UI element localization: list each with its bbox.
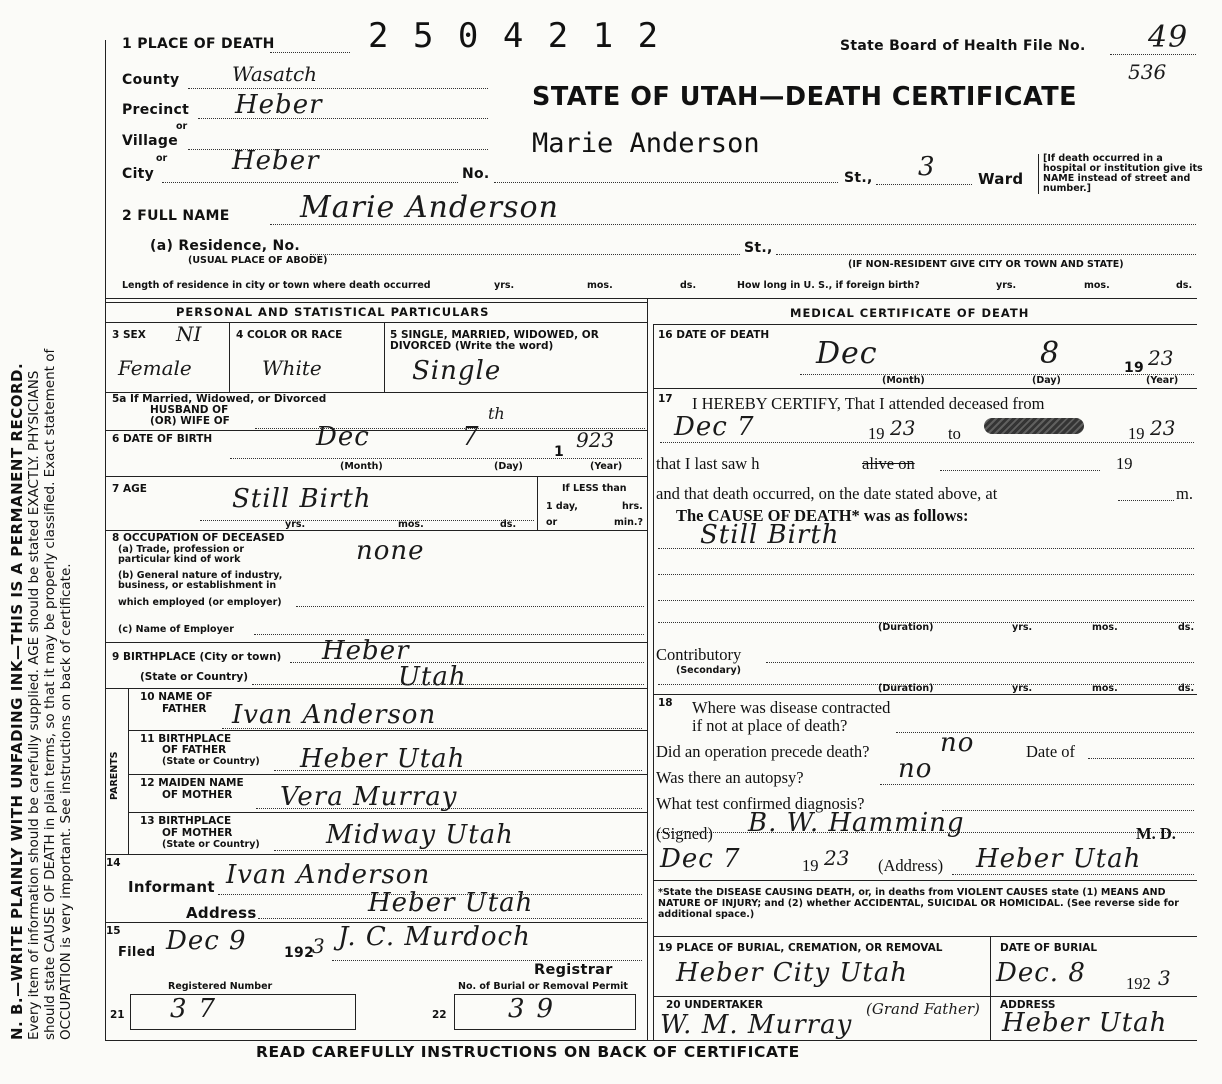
center-divider [647, 298, 648, 1040]
informant-address-label: Address [186, 904, 257, 922]
burial-permit-label: No. of Burial or Removal Permit [458, 981, 628, 992]
death-date-label: 16 DATE OF DEATH [658, 329, 770, 341]
mother-bp-line [274, 850, 642, 851]
last-saw-year: 19 [1116, 454, 1133, 473]
cause-line-3 [658, 600, 1194, 601]
medical-row-6 [653, 996, 1197, 997]
cause-line-1 [658, 548, 1194, 549]
cause-footnote: *State the DISEASE CAUSING DEATH, or, in deaths from VIOLENT CAUSES state (1) MEANS AND NATURE OF INJURY; and (2) whether ACCIDENTAL, SUICIDAL OR HOMICIDAL. (See reverse side for additional space.) [658, 887, 1179, 920]
certify-to-scribble [984, 418, 1084, 434]
burial-date-label: DATE OF BURIAL [1000, 942, 1098, 954]
death-day: 8 [1040, 336, 1061, 371]
cause-dur-ds: ds. [1178, 622, 1195, 633]
birth-day-lbl: (Day) [494, 461, 523, 472]
precinct-value: Heber [235, 90, 323, 120]
age-label: 7 AGE [112, 483, 147, 495]
nonresident-label: (IF NON-RESIDENT GIVE CITY OR TOWN AND STATE) [848, 259, 1124, 270]
contrib-dur-mos: mos. [1092, 683, 1118, 694]
certify-text: I HEREBY CERTIFY, That I attended deceased from [692, 394, 1045, 413]
father-value: Ivan Anderson [232, 700, 437, 730]
side-note-line1: N. B.—WRITE PLAINLY WITH UNFADING INK—THIS IS A PERMANENT RECORD. [8, 362, 26, 1040]
age-divider [537, 476, 538, 530]
burial-year-end: 3 [1158, 966, 1171, 990]
birthplace-value: Heber [322, 636, 410, 666]
father-bp-line [274, 770, 642, 771]
certify-from-year: 23 [890, 416, 916, 440]
full-name-label: 2 FULL NAME [122, 208, 230, 224]
filed-value: Dec 9 [166, 926, 247, 956]
city-value: Heber [232, 146, 320, 176]
row-line-4 [105, 430, 647, 431]
st-label: St., [844, 170, 873, 186]
ward-line [876, 184, 972, 185]
street-line [494, 182, 838, 183]
parents-label: PARENTS [109, 751, 120, 800]
item18-no: 18 [658, 697, 673, 709]
registrar-signature: J. C. Murdoch [338, 922, 531, 952]
county-line [188, 88, 488, 89]
undertaker-address-value: Heber Utah [1002, 1008, 1168, 1038]
contrib-dur-yrs: yrs. [1012, 683, 1033, 694]
village-label: Village [122, 133, 179, 149]
row-line-12 [105, 854, 647, 855]
footer-instructions: READ CAREFULLY INSTRUCTIONS ON BACK OF CERTIFICATE [256, 1043, 800, 1061]
occupation-value: none [356, 536, 425, 566]
residence-st-line [776, 254, 1196, 255]
md-label: M. D. [1136, 824, 1176, 843]
undertaker-address-label: ADDRESS [1000, 999, 1056, 1011]
file-number: 49 [1148, 20, 1189, 55]
birth-state-line [252, 684, 644, 685]
sex-mark: NI [176, 322, 202, 346]
signed-address-line [952, 874, 1194, 875]
autopsy-label: Was there an autopsy? [656, 768, 804, 787]
row-line-6 [105, 530, 647, 531]
medical-section-title: MEDICAL CERTIFICATE OF DEATH [790, 306, 1030, 320]
burial-permit-value: 39 [508, 994, 566, 1024]
side-instructions [8, 10, 74, 1040]
side-note-line2: Every item of information should be carefully supplied. AGE should be stated EXACTLY. PHYSICIANS [26, 370, 42, 1040]
certify-to-year: 23 [1150, 416, 1176, 440]
us-length-label: How long in U. S., if foreign birth? [737, 280, 920, 291]
parents-divider [128, 688, 129, 854]
residence-line [310, 254, 740, 255]
mother-label-a: 12 MAIDEN NAME [140, 777, 244, 789]
spouse-label-a: 5a If Married, Widowed, or Divorced [112, 393, 327, 405]
medical-row-4 [653, 880, 1197, 881]
father-bp-a: 11 BIRTHPLACE [140, 733, 232, 745]
informant-no: 14 [106, 857, 121, 869]
informant-value: Ivan Anderson [226, 860, 431, 890]
filed-no: 15 [106, 925, 121, 937]
occupation-a2: particular kind of work [118, 554, 241, 565]
signed-address-value: Heber Utah [976, 844, 1142, 874]
residence-sublabel: (USUAL PLACE OF ABODE) [188, 255, 328, 266]
cause-duration: (Duration) [878, 622, 934, 633]
row-line-11 [128, 812, 647, 813]
medical-row-3 [653, 694, 1197, 695]
signed-address-label: (Address) [878, 856, 944, 875]
contrib-duration: (Duration) [878, 683, 934, 694]
length-label: Length of residence in city or town where death occurred [122, 280, 431, 291]
birthplace-line [290, 662, 644, 663]
certify-from: Dec 7 [674, 412, 755, 442]
row-line-9 [128, 730, 647, 731]
county-label: County [122, 72, 180, 88]
city-label: City [122, 166, 155, 182]
contrib-dur-ds: ds. [1178, 683, 1195, 694]
test-line [942, 810, 1194, 811]
where-label-a: Where was disease contracted [692, 698, 891, 717]
cause-value: Still Birth [700, 520, 840, 550]
test-label: What test confirmed diagnosis? [656, 794, 865, 813]
file-number-label: State Board of Health File No. [840, 38, 1086, 54]
spouse-label-c: (OR) WIFE OF [150, 415, 230, 427]
birth-day: 7 [462, 422, 480, 452]
precinct-label: Precinct [122, 102, 190, 118]
last-saw-line [940, 470, 1100, 471]
spouse-label-b: HUSBAND OF [150, 404, 229, 416]
m-label: m. [1176, 484, 1193, 503]
registrar-label: Registrar [534, 962, 613, 978]
occupation-line [296, 606, 644, 607]
informant-address-value: Heber Utah [368, 888, 534, 918]
secondary-label: (Secondary) [676, 665, 741, 676]
signed-year: 19 [802, 856, 819, 875]
cause-label: The CAUSE OF DEATH* was as follows: [676, 506, 969, 525]
occupation-b3: which employed (or employer) [118, 597, 282, 608]
age-ds: ds. [500, 519, 517, 530]
medical-row-5 [653, 936, 1197, 937]
employer-label: (c) Name of Employer [118, 624, 234, 635]
mother-label-b: OF MOTHER [162, 789, 233, 801]
length-ds: ds. [680, 280, 697, 291]
registered-number-label: Registered Number [168, 981, 273, 992]
less-day: 1 day, [546, 501, 578, 512]
informant-label: Informant [128, 878, 215, 896]
stamp-number: 2 5 0 4 2 1 2 [368, 16, 661, 56]
residence-st-label: St., [744, 240, 773, 256]
less-min: min.? [614, 517, 644, 528]
occupation-a: (a) Trade, profession or [118, 544, 245, 555]
birth-year-lbl: (Year) [590, 461, 623, 472]
birth-line [230, 458, 642, 459]
father-label-b: FATHER [162, 703, 207, 715]
death-year-lbl: (Year) [1146, 375, 1179, 386]
or-2: or [156, 153, 168, 164]
typed-name: Marie Anderson [532, 128, 760, 159]
less-or: or [546, 517, 558, 528]
us-yrs: yrs. [996, 280, 1017, 291]
birth-day-sup: th [488, 404, 505, 423]
filed-year: 192 [284, 945, 315, 961]
medical-row-2 [653, 388, 1197, 389]
operation-date-line [1088, 758, 1194, 759]
certify-line [660, 442, 1194, 443]
row-line-10 [128, 774, 647, 775]
city-line [162, 182, 458, 183]
filed-label: Filed [118, 945, 156, 960]
or-1: or [176, 121, 188, 132]
death-year: 23 [1148, 346, 1174, 370]
age-yrs: yrs. [285, 519, 306, 530]
mother-bp-a: 13 BIRTHPLACE [140, 815, 232, 827]
file-sub-number: 536 [1128, 60, 1167, 84]
father-bp-b: OF FATHER [162, 744, 227, 756]
county-value: Wasatch [232, 62, 318, 86]
death-occurred-label: and that death occurred, on the date stated above, at [656, 484, 998, 503]
employer-line [254, 634, 644, 635]
burial-place-value: Heber City Utah [676, 958, 909, 988]
burial-divider [990, 936, 991, 1040]
age-mos: mos. [398, 519, 424, 530]
ward-label: Ward [978, 170, 1024, 188]
alive-on-label: alive on [862, 454, 915, 473]
death-day-lbl: (Day) [1032, 375, 1061, 386]
sex-label: 3 SEX [112, 329, 146, 341]
mother-bp-value: Midway Utah [326, 820, 514, 850]
signed-value: B. W. Hamming [748, 808, 965, 838]
age-value: Still Birth [232, 484, 372, 514]
grid-top-line [105, 298, 1197, 299]
marital-value: Single [412, 356, 502, 386]
cause-dur-mos: mos. [1092, 622, 1118, 633]
registered-number-value: 37 [170, 994, 228, 1024]
death-time-line [1118, 500, 1174, 501]
death-date-line [800, 374, 1194, 375]
birth-month: Dec [316, 422, 370, 452]
grid-top-line-2 [105, 302, 647, 303]
undertaker-note: (Grand Father) [866, 1000, 980, 1018]
color-value: White [262, 356, 322, 380]
residence-label: (a) Residence, No. [150, 238, 301, 254]
birth-state-value: Utah [398, 662, 467, 692]
mother-line [256, 808, 642, 809]
registered-number-no: 21 [110, 1009, 125, 1021]
cause-dur-yrs: yrs. [1012, 622, 1033, 633]
death-month-lbl: (Month) [882, 375, 925, 386]
place-of-death-label: 1 PLACE OF DEATH [122, 36, 275, 52]
sex-divider [229, 322, 230, 392]
place-line [270, 52, 350, 53]
medical-inner-border [653, 324, 654, 1040]
street-no-label: No. [462, 166, 490, 182]
occupation-b2: business, or establishment in [118, 580, 277, 591]
birth-year-prefix: 1 [554, 444, 565, 460]
undertaker-value: W. M. Murray [660, 1010, 853, 1040]
personal-section-title: PERSONAL AND STATISTICAL PARTICULARS [176, 305, 490, 319]
burial-place-label: 19 PLACE OF BURIAL, CREMATION, OR REMOVAL [658, 942, 943, 954]
medical-title-line [653, 324, 1197, 325]
color-label: 4 COLOR OR RACE [236, 329, 343, 341]
mother-value: Vera Murray [280, 782, 458, 812]
side-note-line3: should state CAUSE OF DEATH in plain terms, so that it may be properly classified. Exact statement of [42, 348, 58, 1040]
birth-date-label: 6 DATE OF BIRTH [112, 433, 213, 445]
last-saw-label: that I last saw h [656, 454, 760, 473]
where-label-b: if not at place of death? [692, 716, 848, 735]
certify-to-label: to [948, 424, 961, 443]
certify-no: 17 [658, 393, 673, 405]
death-year-prefix: 19 [1124, 360, 1145, 376]
certify-from-year-prefix: 19 [868, 424, 885, 443]
length-mos: mos. [587, 280, 613, 291]
undertaker-label: 20 UNDERTAKER [666, 999, 763, 1011]
contributory-line [766, 662, 1194, 663]
father-bp-c: (State or Country) [162, 756, 260, 767]
father-bp-value: Heber Utah [300, 744, 466, 774]
color-divider [384, 322, 385, 392]
death-month: Dec [816, 336, 878, 371]
birth-year: 923 [576, 428, 615, 452]
filed-year-end: 3 [312, 934, 325, 958]
full-name-value: Marie Anderson [300, 190, 559, 225]
father-line [222, 728, 642, 729]
birth-state-label: (State or Country) [140, 671, 249, 683]
contributory-label: Contributory [656, 645, 742, 664]
ward-number: 3 [918, 152, 936, 182]
certify-to-year-prefix: 19 [1128, 424, 1145, 443]
operation-date-label: Date of [1026, 742, 1076, 761]
signed-label: (Signed) [656, 824, 713, 843]
operation-label: Did an operation precede death? [656, 742, 870, 761]
autopsy-value: no [898, 754, 933, 784]
marital-label: 5 SINGLE, MARRIED, WIDOWED, OR DIVORCED (Write the word) [390, 329, 599, 352]
length-yrs: yrs. [494, 280, 515, 291]
birthplace-label: 9 BIRTHPLACE (City or town) [112, 651, 282, 663]
row-line-5 [105, 476, 647, 477]
us-ds: ds. [1176, 280, 1193, 291]
burial-year: 192 [1126, 974, 1151, 993]
occupation-b: (b) General nature of industry, [118, 570, 283, 581]
signed-date: Dec 7 [660, 844, 741, 874]
occupation-label: 8 OCCUPATION OF DECEASED [112, 532, 285, 544]
burial-date-value: Dec. 8 [996, 958, 1086, 988]
left-border [105, 40, 106, 1040]
certificate-title: STATE OF UTAH—DEATH CERTIFICATE [532, 82, 1078, 112]
row-line-8 [105, 688, 647, 689]
age-line [200, 520, 534, 521]
cause-line-2 [658, 574, 1194, 575]
father-label-a: 10 NAME OF [140, 691, 213, 703]
less-hrs: hrs. [622, 501, 643, 512]
mother-bp-b: OF MOTHER [162, 827, 233, 839]
mother-bp-c: (State or Country) [162, 839, 260, 850]
signed-year-end: 23 [824, 846, 850, 870]
burial-permit-no: 22 [432, 1009, 447, 1021]
informant-address-line [258, 918, 642, 919]
registrar-line [332, 960, 642, 961]
side-note-line4: OCCUPATION is very important. See instructions on back of certificate. [58, 563, 74, 1040]
less-than-label: If LESS than [562, 483, 627, 494]
grid-bottom-line [105, 1040, 1197, 1041]
autopsy-line [880, 784, 1194, 785]
sex-value: Female [118, 356, 192, 380]
us-mos: mos. [1084, 280, 1110, 291]
ward-note: [If death occurred in a hospital or institution give its NAME instead of street and number.] [1038, 154, 1203, 194]
operation-value: no [940, 728, 975, 758]
birth-month-lbl: (Month) [340, 461, 383, 472]
registered-number-box [130, 994, 356, 1030]
